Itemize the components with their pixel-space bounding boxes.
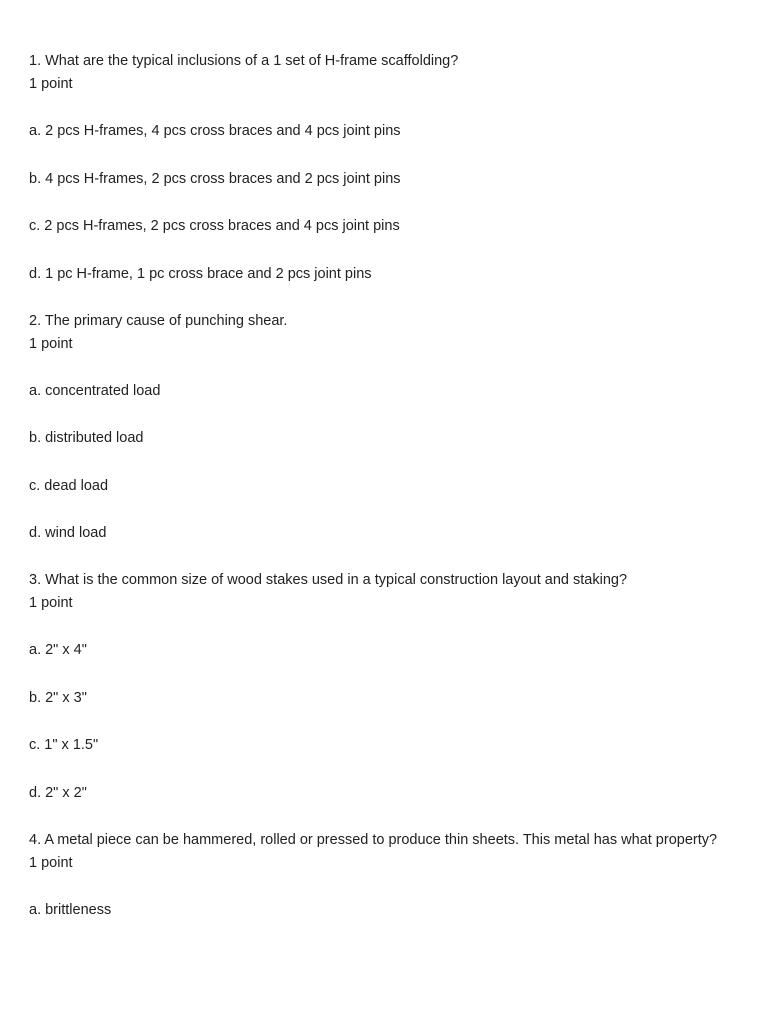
question-3-option-d[interactable]: d. 2" x 2" xyxy=(29,784,87,801)
quiz-page xyxy=(29,50,739,946)
question-3-option-b[interactable]: b. 2" x 3" xyxy=(29,689,87,706)
question-2-option-a[interactable]: a. concentrated load xyxy=(29,382,161,399)
question-4-option-a[interactable]: a. brittleness xyxy=(29,901,112,918)
question-4 xyxy=(29,829,739,922)
question-2 xyxy=(29,310,739,546)
question-4-text: 4. A metal piece can be hammered, rolled or pressed to produce thin sheets. This metal has what property? xyxy=(29,831,718,848)
question-1-option-d[interactable]: d. 1 pc H-frame, 1 pc cross brace and 2 pcs joint pins xyxy=(29,265,372,282)
question-2-points: 1 point xyxy=(29,335,73,352)
question-1-option-b[interactable]: b. 4 pcs H-frames, 2 pcs cross braces and 2 pcs joint pins xyxy=(29,170,401,187)
question-3-option-a[interactable]: a. 2" x 4" xyxy=(29,642,87,658)
question-1-option-a[interactable]: a. 2 pcs H-frames, 4 pcs cross braces and 4 pcs joint pins xyxy=(29,123,401,139)
question-2-text: 2. The primary cause of punching shear. xyxy=(29,312,288,329)
question-3-text: 3. What is the common size of wood stakes used in a typical construction layout and staking? xyxy=(29,572,628,588)
question-2-option-d[interactable]: d. wind load xyxy=(29,525,107,541)
question-1-points: 1 point xyxy=(29,76,73,92)
question-3-points: 1 point xyxy=(29,595,73,611)
question-1 xyxy=(29,50,739,286)
question-2-option-b[interactable]: b. distributed load xyxy=(29,430,144,446)
question-3-option-c[interactable]: c. 1" x 1.5" xyxy=(29,737,99,753)
question-3 xyxy=(29,569,739,805)
question-2-option-c[interactable]: c. dead load xyxy=(29,477,109,494)
question-1-option-c[interactable]: c. 2 pcs H-frames, 2 pcs cross braces and 4 pcs joint pins xyxy=(29,218,400,234)
question-4-points: 1 point xyxy=(29,854,73,871)
question-1-text: 1. What are the typical inclusions of a 1 set of H-frame scaffolding? xyxy=(29,53,459,69)
